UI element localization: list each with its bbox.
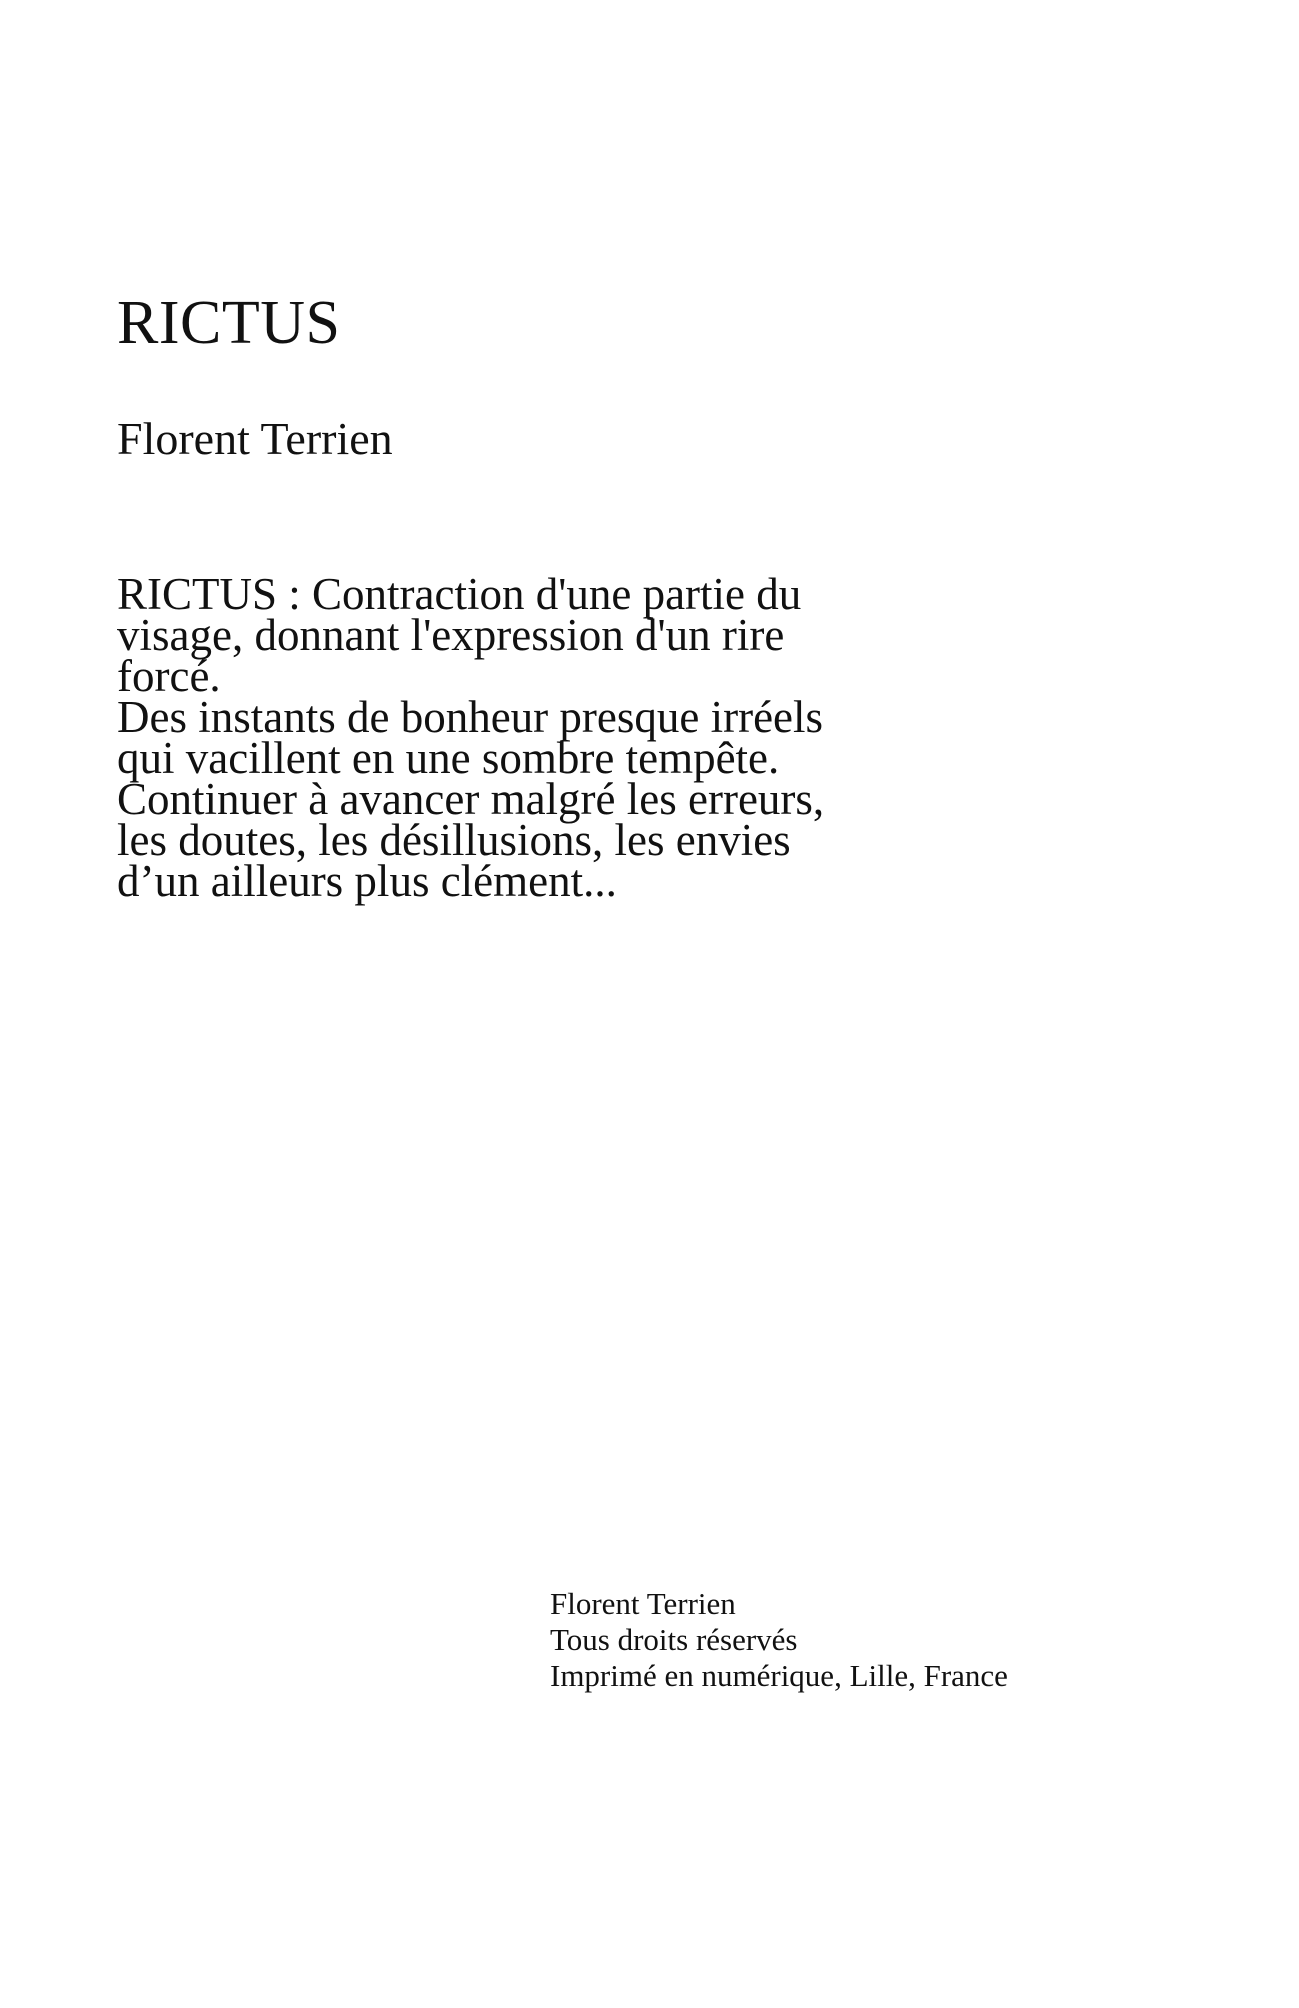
book-author: Florent Terrien bbox=[117, 413, 393, 464]
summary-line: les doutes, les désillusions, les envies bbox=[117, 815, 791, 865]
colophon-author: Florent Terrien bbox=[550, 1586, 736, 1621]
summary-line: RICTUS : Contraction d'une partie du bbox=[117, 569, 802, 619]
book-summary bbox=[117, 569, 997, 906]
colophon-printing: Imprimé en numérique, Lille, France bbox=[550, 1658, 1008, 1693]
summary-line: Des instants de bonheur presque irréels bbox=[117, 692, 824, 742]
summary-line: visage, donnant l'expression d'un rire bbox=[117, 610, 785, 660]
colophon bbox=[550, 1586, 1008, 1694]
summary-line: d’un ailleurs plus clément... bbox=[117, 856, 617, 906]
summary-line: Continuer à avancer malgré les erreurs, bbox=[117, 774, 825, 824]
colophon-rights: Tous droits réservés bbox=[550, 1622, 798, 1657]
summary-line: qui vacillent en une sombre tempête. bbox=[117, 733, 780, 783]
summary-line: forcé. bbox=[117, 651, 221, 701]
book-title: RICTUS bbox=[117, 289, 341, 357]
